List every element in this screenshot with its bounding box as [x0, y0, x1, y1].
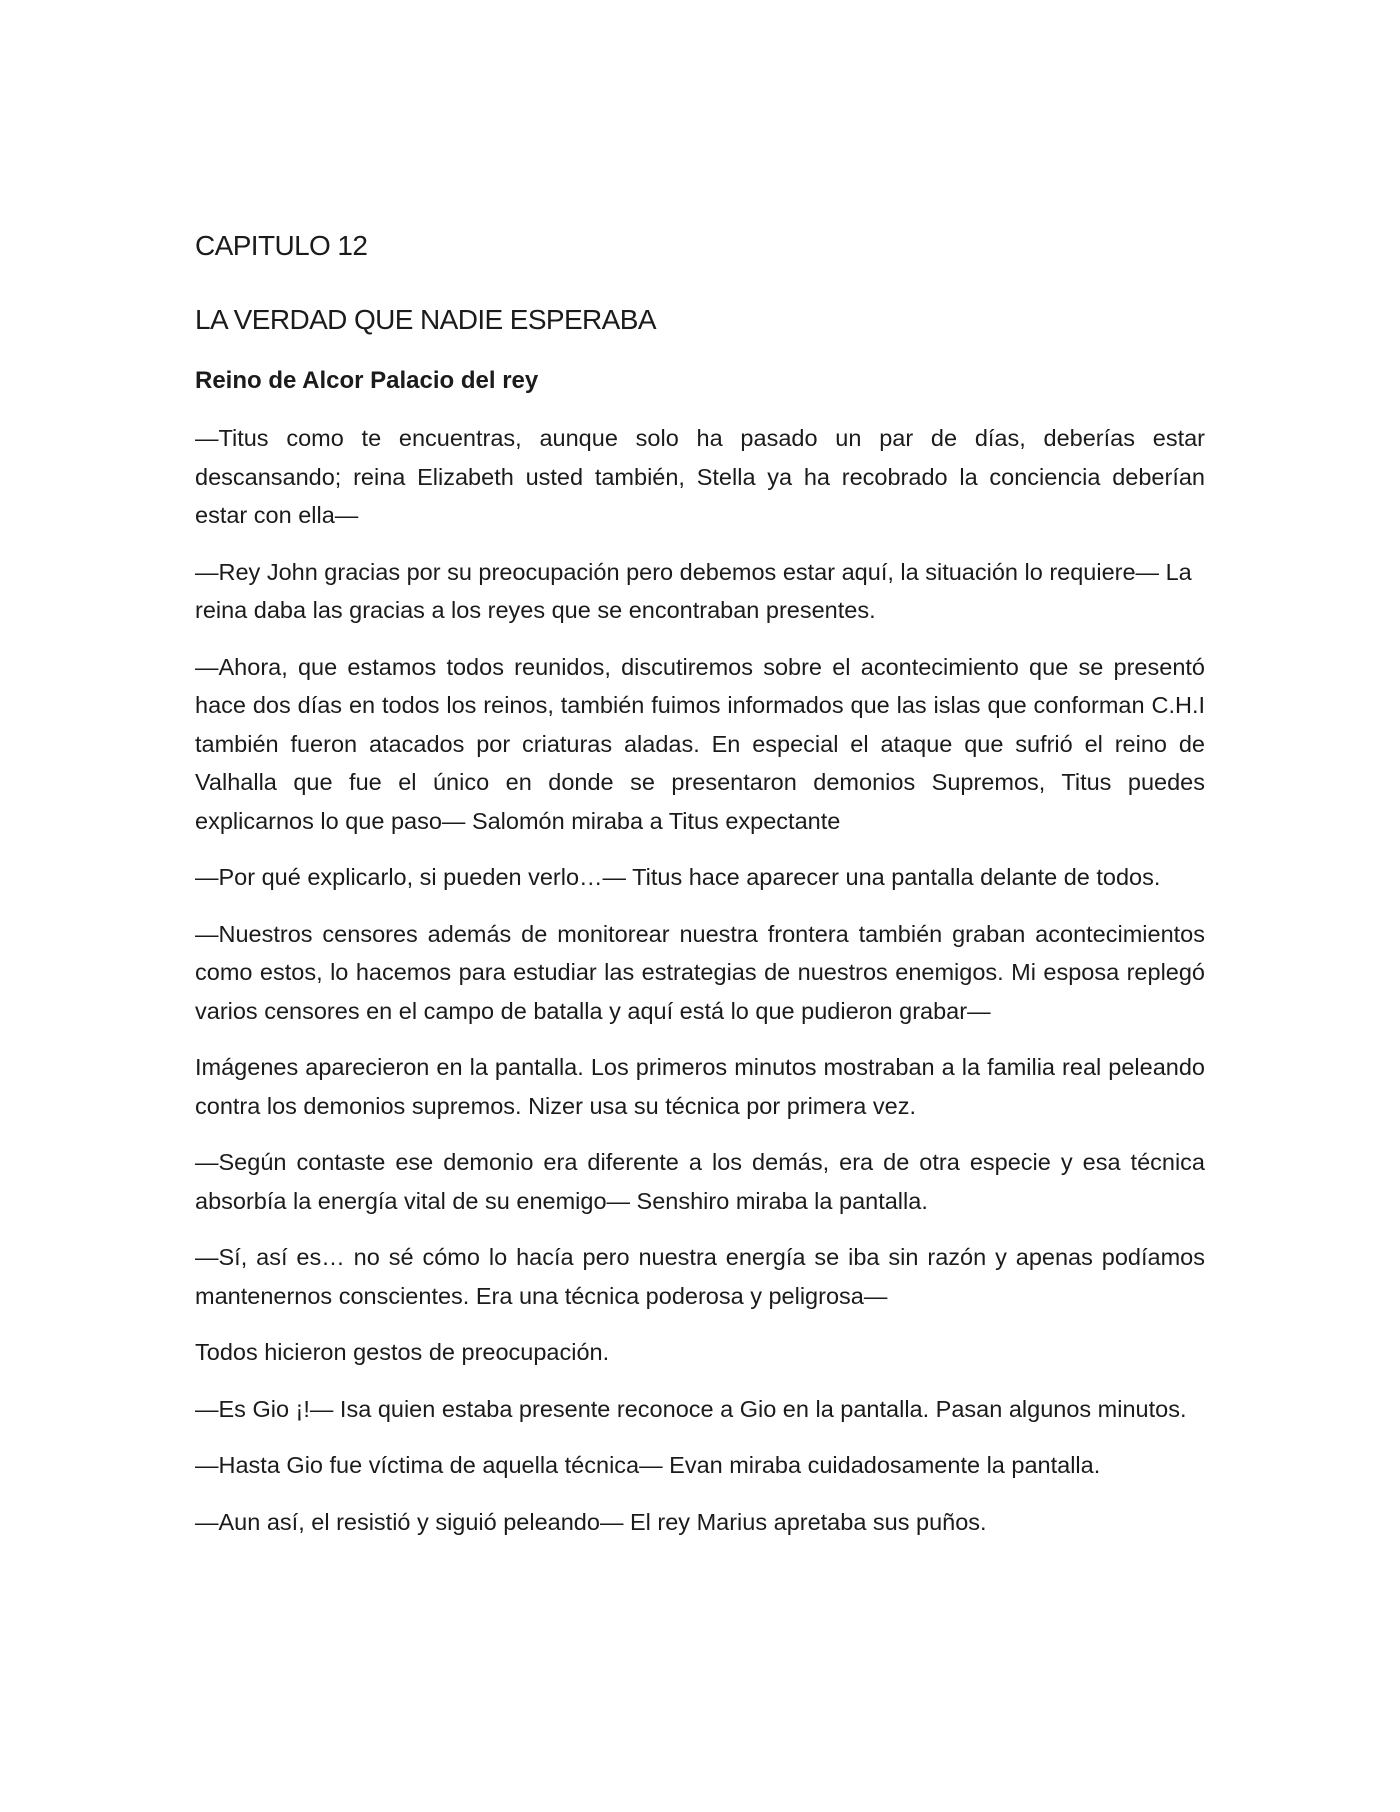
- paragraph: —Aun así, el resistió y siguió peleando— El rey Marius apretaba sus puños.: [195, 1508, 987, 1535]
- paragraph: —Ahora, que estamos todos reunidos, discutiremos sobre el acontecimiento que se presentó hace dos días en todos los reinos, también fuimos informados que las islas que conforman C.H.I también fueron atacados por criaturas aladas. En especial el ataque que sufrió el reino de Valhalla que fue el único en donde se presentaron demonios Supremos, Titus puedes explicarnos lo que paso— Salomón miraba a Titus expectante: [195, 653, 1205, 834]
- paragraph: —Según contaste ese demonio era diferente a los demás, era de otra especie y esa técnica absorbía la energía vital de su enemigo— Senshiro miraba la pantalla.: [195, 1149, 1205, 1214]
- paragraph: —Hasta Gio fue víctima de aquella técnica— Evan miraba cuidadosamente la pantalla.: [195, 1452, 1101, 1478]
- paragraph: Todos hicieron gestos de preocupación.: [195, 1339, 610, 1365]
- paragraph: —Nuestros censores además de monitorear nuestra frontera también graban acontecimientos como estos, lo hacemos para estudiar las estrategias de nuestros enemigos. Mi esposa replegó varios censores en el campo de batalla y aquí está lo que pudieron grabar—: [195, 920, 1205, 1024]
- chapter-title: LA VERDAD QUE NADIE ESPERABA: [195, 304, 656, 335]
- paragraph: —Es Gio ¡!— Isa quien estaba presente reconoce a Gio en la pantalla. Pasan algunos minutos.: [195, 1395, 1187, 1422]
- paragraph: —Titus como te encuentras, aunque solo ha pasado un par de días, deberías estar descansando; reina Elizabeth usted también, Stella ya ha recobrado la conciencia deberían estar con ella—: [195, 425, 1205, 528]
- paragraph: —Rey John gracias por su preocupación pero debemos estar aquí, la situación lo requiere— La reina daba las gracias a los reyes que se encontraban presentes.: [195, 558, 1192, 623]
- paragraph: —Por qué explicarlo, si pueden verlo…— Titus hace aparecer una pantalla delante de todos.: [195, 864, 1161, 890]
- paragraph: —Sí, así es… no sé cómo lo hacía pero nuestra energía se iba sin razón y apenas podíamos mantenernos conscientes. Era una técnica poderosa y peligrosa—: [195, 1244, 1205, 1309]
- paragraph: Imágenes aparecieron en la pantalla. Los primeros minutos mostraban a la familia real peleando contra los demonios supremos. Nizer usa su técnica por primera vez.: [195, 1054, 1205, 1119]
- page-content: [195, 225, 1205, 1559]
- chapter-heading: CAPITULO 12: [195, 230, 368, 261]
- scene-location-heading: Reino de Alcor Palacio del rey: [195, 367, 539, 394]
